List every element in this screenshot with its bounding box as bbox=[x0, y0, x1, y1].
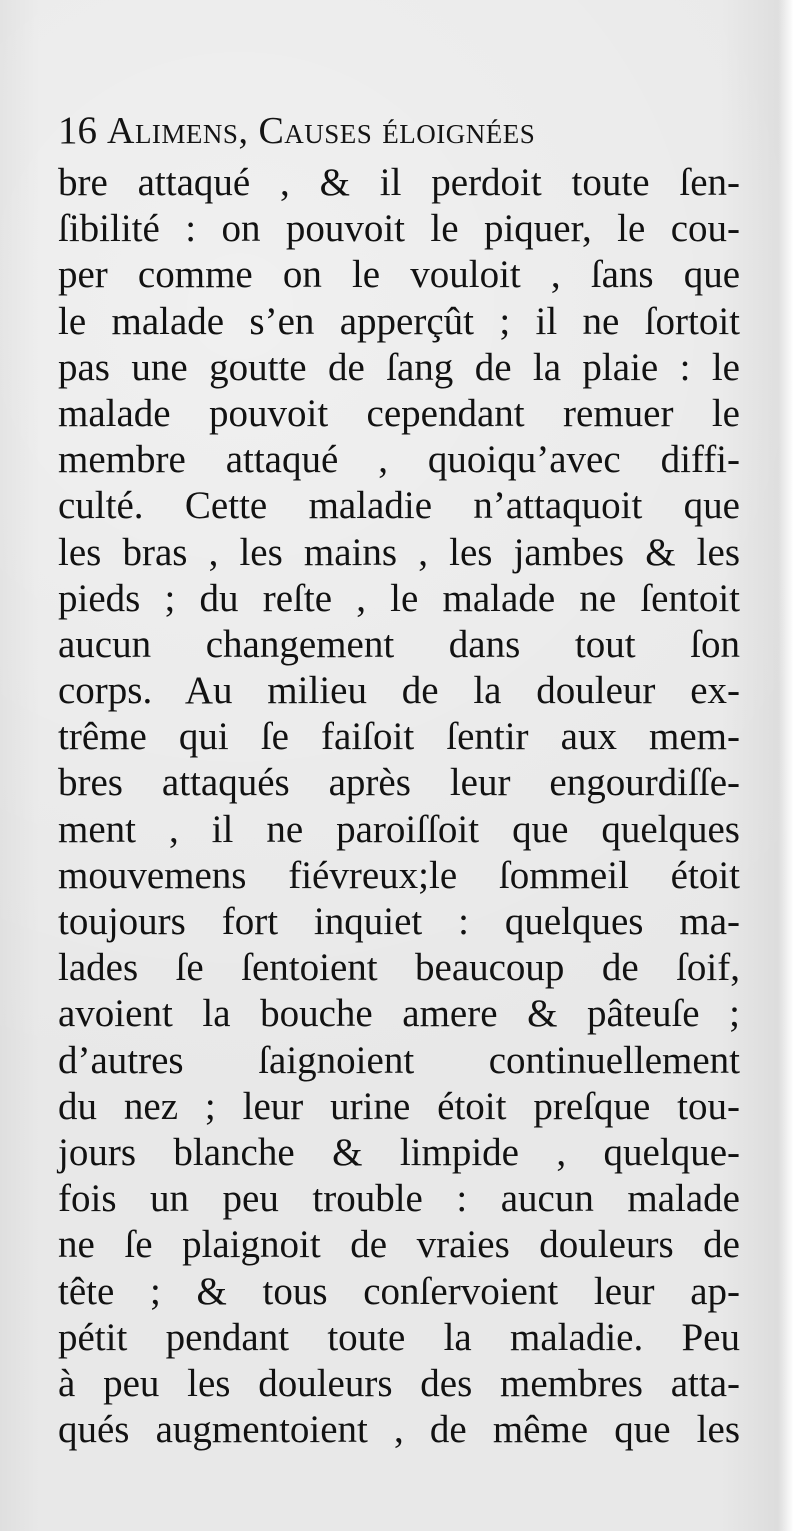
text-line: per comme on le vouloit , ſans que bbox=[58, 253, 740, 297]
text-line: à peu les douleurs des membres atta- bbox=[58, 1361, 740, 1405]
text-line: corps. Au milieu de la douleur ex- bbox=[58, 669, 740, 713]
text-line: les bras , les mains , les jambes & les bbox=[58, 530, 740, 574]
text-line: bre attaqué , & il perdoit toute ſen- bbox=[58, 161, 740, 204]
body-text bbox=[58, 160, 740, 1453]
text-line: tête ; & tous conſervoient leur ap- bbox=[58, 1269, 740, 1313]
running-header bbox=[58, 108, 738, 158]
text-line: jours blanche & limpide , quelque- bbox=[58, 1130, 740, 1174]
text-line: fois un peu trouble : aucun malade bbox=[58, 1177, 740, 1221]
text-line: ſibilité : on pouvoit le piquer, le cou- bbox=[58, 207, 740, 251]
text-line: pétit pendant toute la maladie. Peu bbox=[58, 1315, 740, 1359]
text-line: qués augmentoient , de même que les bbox=[58, 1408, 740, 1452]
page-edge bbox=[778, 0, 800, 1531]
running-title: Alimens, Causes éloignées bbox=[107, 110, 536, 152]
text-line: culté. Cette maladie n’attaquoit que bbox=[58, 484, 740, 528]
text-line: toujours fort inquiet : quelques ma- bbox=[58, 900, 740, 943]
text-line: malade pouvoit cependant remuer le bbox=[58, 391, 740, 435]
text-line: ment , il ne paroiſſoit que quelques bbox=[58, 807, 740, 851]
text-line: pas une goutte de ſang de la plaie : le bbox=[58, 345, 740, 389]
text-line: aucun changement dans tout ſon bbox=[58, 622, 740, 666]
page-number: 16 bbox=[58, 109, 97, 152]
text-line: lades ſe ſentoient beaucoup de ſoif, bbox=[58, 946, 740, 990]
text-line: pieds ; du reſte , le malade ne ſentoit bbox=[58, 576, 740, 620]
text-line: le malade s’en apperçût ; il ne ſortoit bbox=[58, 299, 740, 343]
text-line: d’autres ſaignoient continuellement bbox=[58, 1038, 740, 1082]
text-line: bres attaqués après leur engourdiſſe- bbox=[58, 761, 740, 805]
text-line: ne ſe plaignoit de vraies douleurs de bbox=[58, 1223, 740, 1267]
text-line: trême qui ſe faiſoit ſentir aux mem- bbox=[58, 715, 740, 759]
text-line: du nez ; leur urine étoit preſque tou- bbox=[58, 1084, 740, 1128]
text-line: avoient la bouche amere & pâteuſe ; bbox=[58, 992, 740, 1036]
text-line: membre attaqué , quoiqu’avec diffi- bbox=[58, 438, 740, 482]
text-line: mouvemens fiévreux;le ſommeil étoit bbox=[58, 853, 740, 897]
